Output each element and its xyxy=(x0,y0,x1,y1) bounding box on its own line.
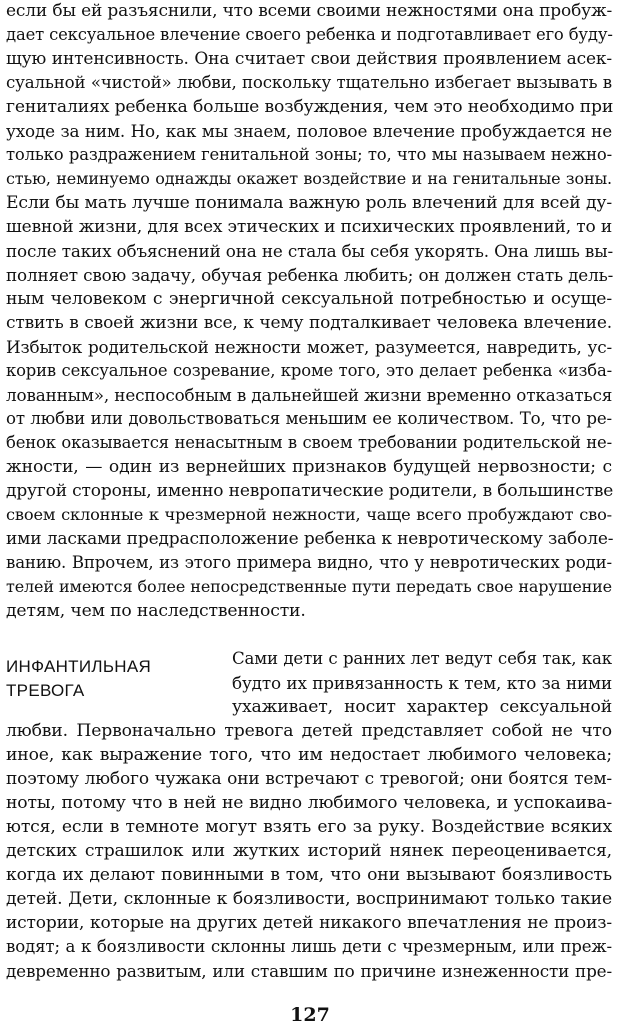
text-line: поэтому любого чужака они встречают с тревогой; они боятся тем- xyxy=(6,769,612,789)
text-line: детей. Дети, склонные к боязливости, воспринимают только такие xyxy=(6,889,612,909)
text-line: полняет свою задачу, обучая ребенка любить; он должен стать дель- xyxy=(6,265,614,285)
text-line: от любви или довольствоваться меньшим ее количеством. То, что ре- xyxy=(6,409,612,428)
text-line: суальной «чистой» любви, поскольку тщательно избегает вызывать в xyxy=(6,73,612,92)
text-line: Если бы мать лучше понимала важную роль влечений для всей ду- xyxy=(6,193,612,213)
text-line: только раздражением генитальной зоны; то, что мы называем нежно- xyxy=(6,145,612,164)
text-line: ими ласками предрасположение ребенка к невротическому заболе- xyxy=(6,529,614,549)
text-line: дает сексуальное влечение своего ребенка и подготавливает его буду- xyxy=(6,25,613,44)
text-line: ным человеком с энергичной сексуальной потребностью и осуще- xyxy=(6,289,612,309)
section-heading-line: ТРЕВОГА xyxy=(6,681,85,700)
text-line: детских страшилок или жутких историй нянек переоценивается, xyxy=(6,841,612,861)
text-line: шевной жизни, для всех этических и психических проявлений, то и xyxy=(6,217,612,237)
text-line: ствить в своей жизни все, к чему подталкивает человека влечение. xyxy=(6,313,612,333)
text-line: Сами дети с ранних лет ведут себя так, как xyxy=(232,649,612,668)
page-number: 127 xyxy=(290,1004,330,1026)
text-line: ноты, потому что в ней не видно любимого человека, и успокаива- xyxy=(6,793,612,813)
text-line: после таких объяснений она не стала бы себя укорять. Она лишь вы- xyxy=(6,241,613,261)
section-heading-line: ИНФАНТИЛЬНАЯ xyxy=(6,657,152,676)
text-line: детям, чем по наследственности. xyxy=(6,601,306,621)
text-line: водят; а к боязливости склонны лишь дети с чрезмерным, или преж- xyxy=(6,937,612,956)
section-heading xyxy=(6,655,221,703)
text-line: телей имеются более непосредственные пути передать свое нарушение xyxy=(6,577,612,596)
text-line: лованным», неспособным в дальнейшей жизни временно отказаться xyxy=(6,385,613,405)
text-line: бенок оказывается ненасытным в своем требовании родительской не- xyxy=(6,433,612,452)
text-line: любви. Первоначально тревога детей представляет собой не что xyxy=(6,721,612,741)
text-line: Избыток родительской нежности может, разумеется, навредить, ус- xyxy=(6,337,612,357)
text-line: гениталиях ребенка больше возбуждения, чем это необходимо при xyxy=(6,97,614,117)
text-line: ванию. Впрочем, из этого примера видно, что у невротических роди- xyxy=(6,553,612,572)
text-line: ухаживает, носит характер сексуальной xyxy=(232,697,612,717)
text-line: щую интенсивность. Она считает свои действия проявлением асек- xyxy=(6,49,612,69)
text-line: ются, если в темноте могут взять его за руку. Воздействие всяких xyxy=(6,817,612,837)
text-line: другой стороны, именно невропатические родители, в большинстве xyxy=(6,481,614,501)
text-line: когда их делают повинными в том, что они вызывают боязливость xyxy=(6,865,612,885)
text-line: иное, как выражение того, что им недостает любимого человека; xyxy=(6,745,612,765)
text-line: стью, неминуемо однажды окажет воздействие и на генитальные зоны. xyxy=(6,169,612,188)
text-line: корив сексуальное созревание, кроме того, это делает ребенка «изба- xyxy=(6,361,612,380)
text-line: девременно развитым, или ставшим по причине изнеженности пре- xyxy=(6,961,612,981)
text-line: истории, которые на других детей никакого впечатления не произ- xyxy=(6,913,612,933)
text-line: уходе за ним. Но, как мы знаем, половое влечение пробуждается не xyxy=(6,121,612,141)
text-line: если бы ей разъяснили, что всеми своими нежностями она пробуж- xyxy=(6,1,613,21)
text-line: будто их привязанность к тем, кто за ними xyxy=(232,673,612,693)
text-line: жности, — один из вернейших признаков будущей нервозности; с xyxy=(6,457,612,477)
text-line: своем склонные к чрезмерной нежности, чаще всего пробуждают сво- xyxy=(6,505,612,524)
